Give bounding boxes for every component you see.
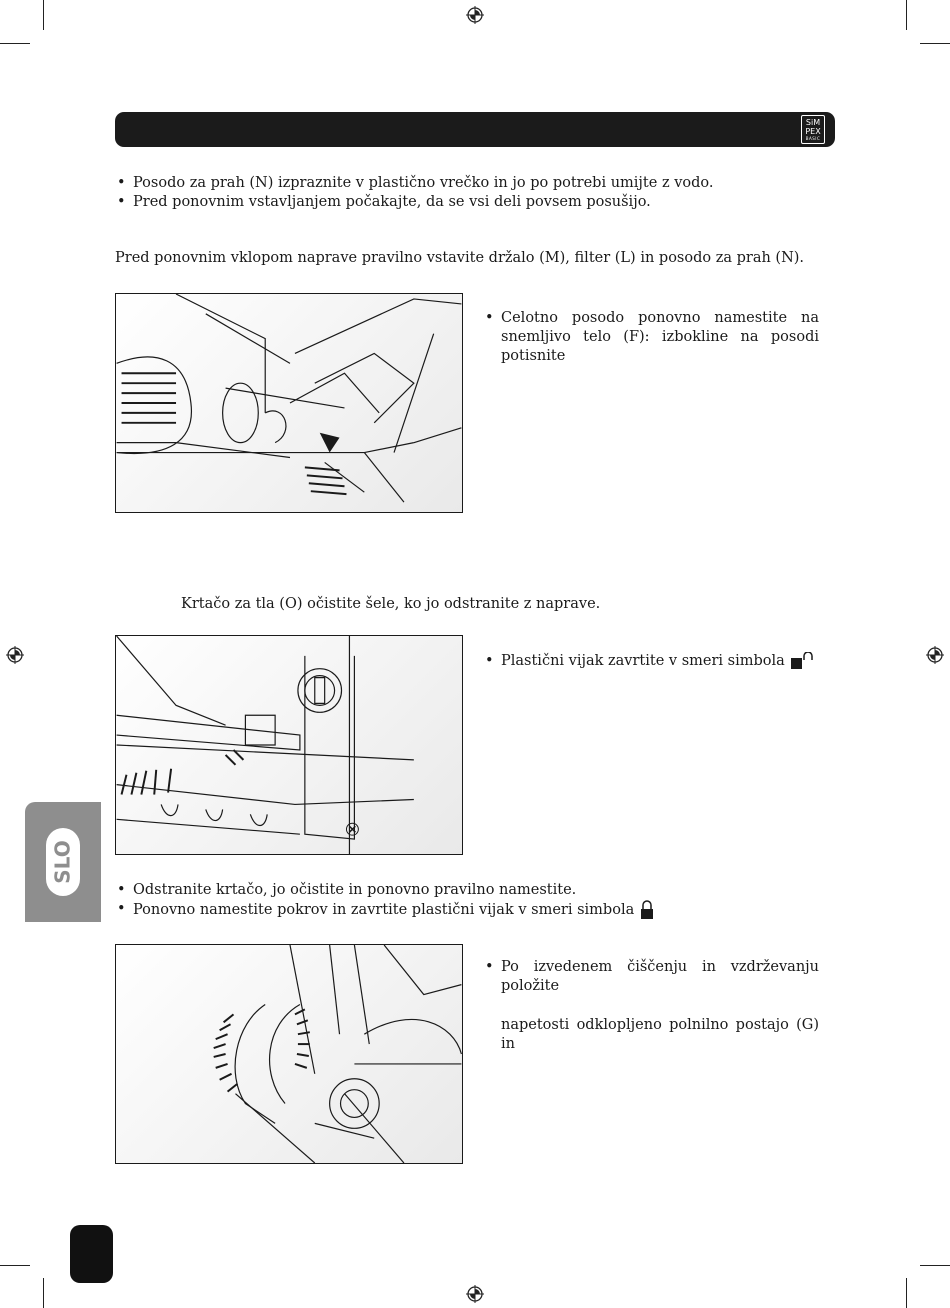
brush-screw-illustration bbox=[116, 636, 462, 854]
logo-line-2: PEX bbox=[805, 127, 821, 136]
registration-mark-icon bbox=[466, 6, 484, 24]
list-item: • Odstranite krtačo, jo očistite in ponovno pravilno namestite. bbox=[115, 881, 655, 900]
section2-side-list bbox=[483, 652, 819, 671]
list-item: • Posodo za prah (N) izpraznite v plastično vrečko in jo po potrebi umijte z vodo. bbox=[115, 174, 713, 193]
locked-padlock-icon bbox=[639, 900, 655, 920]
section2-intro: Krtačo za tla (O) očistite šele, ko jo odstranite z naprave. bbox=[181, 596, 601, 612]
language-side-tab bbox=[25, 802, 101, 922]
header-bar bbox=[115, 112, 835, 147]
brush-roll-illustration bbox=[116, 945, 462, 1163]
list-item: • Pred ponovnim vstavljanjem počakajte, da se vsi deli povsem posušijo. bbox=[115, 193, 713, 212]
side-bullet-line-1: • Po izvedenem čiščenju in vzdrževanju položite bbox=[501, 959, 819, 994]
section2-bullet-list bbox=[115, 881, 655, 920]
registration-mark-icon bbox=[926, 646, 944, 664]
section1-bullet-list bbox=[115, 174, 713, 212]
crop-mark bbox=[906, 1278, 907, 1308]
crop-mark bbox=[920, 1265, 950, 1266]
page-number-box bbox=[70, 1225, 113, 1283]
section1-side-list bbox=[483, 309, 819, 366]
dust-container-illustration bbox=[116, 294, 462, 512]
crop-mark bbox=[0, 43, 30, 44]
logo-line-1: SiM bbox=[805, 118, 821, 127]
registration-mark-icon bbox=[466, 1285, 484, 1303]
language-tab-label bbox=[46, 828, 80, 896]
figure-brush-roll bbox=[115, 944, 463, 1164]
unlocked-padlock-icon bbox=[789, 652, 815, 670]
figure-dust-container bbox=[115, 293, 463, 513]
section1-paragraph: Pred ponovnim vklopom naprave pravilno vstavite držalo (M), filter (L) in posodo za prah (N). bbox=[115, 250, 805, 266]
registration-mark-icon bbox=[6, 646, 24, 664]
section3-side-list bbox=[483, 958, 819, 1054]
list-item bbox=[115, 900, 655, 920]
list-item bbox=[483, 958, 819, 1054]
brand-logo bbox=[801, 115, 825, 144]
crop-mark bbox=[906, 0, 907, 30]
side-bullet-line-2: napetosti odklopljeno polnilno postajo (G) in bbox=[501, 1017, 819, 1052]
list-item: • Celotno posodo ponovno namestite na snemljivo telo (F): izbokline na posodi potisnite bbox=[483, 309, 819, 366]
crop-mark bbox=[43, 0, 44, 30]
crop-mark bbox=[43, 1278, 44, 1308]
section1-side-bullet bbox=[483, 309, 819, 366]
language-code: SLO bbox=[51, 840, 75, 884]
crop-mark bbox=[0, 1265, 30, 1266]
figure-brush-screw bbox=[115, 635, 463, 855]
section3-side-bullet bbox=[483, 958, 819, 1054]
section2-side-bullet bbox=[483, 652, 819, 671]
list-item bbox=[483, 652, 819, 671]
crop-mark bbox=[920, 43, 950, 44]
logo-line-3: BASIC bbox=[805, 136, 821, 141]
side-bullet-text: Plastični vijak zavrtite v smeri simbola bbox=[501, 653, 785, 669]
bullet-text: Ponovno namestite pokrov in zavrtite plastični vijak v smeri simbola bbox=[133, 902, 635, 918]
